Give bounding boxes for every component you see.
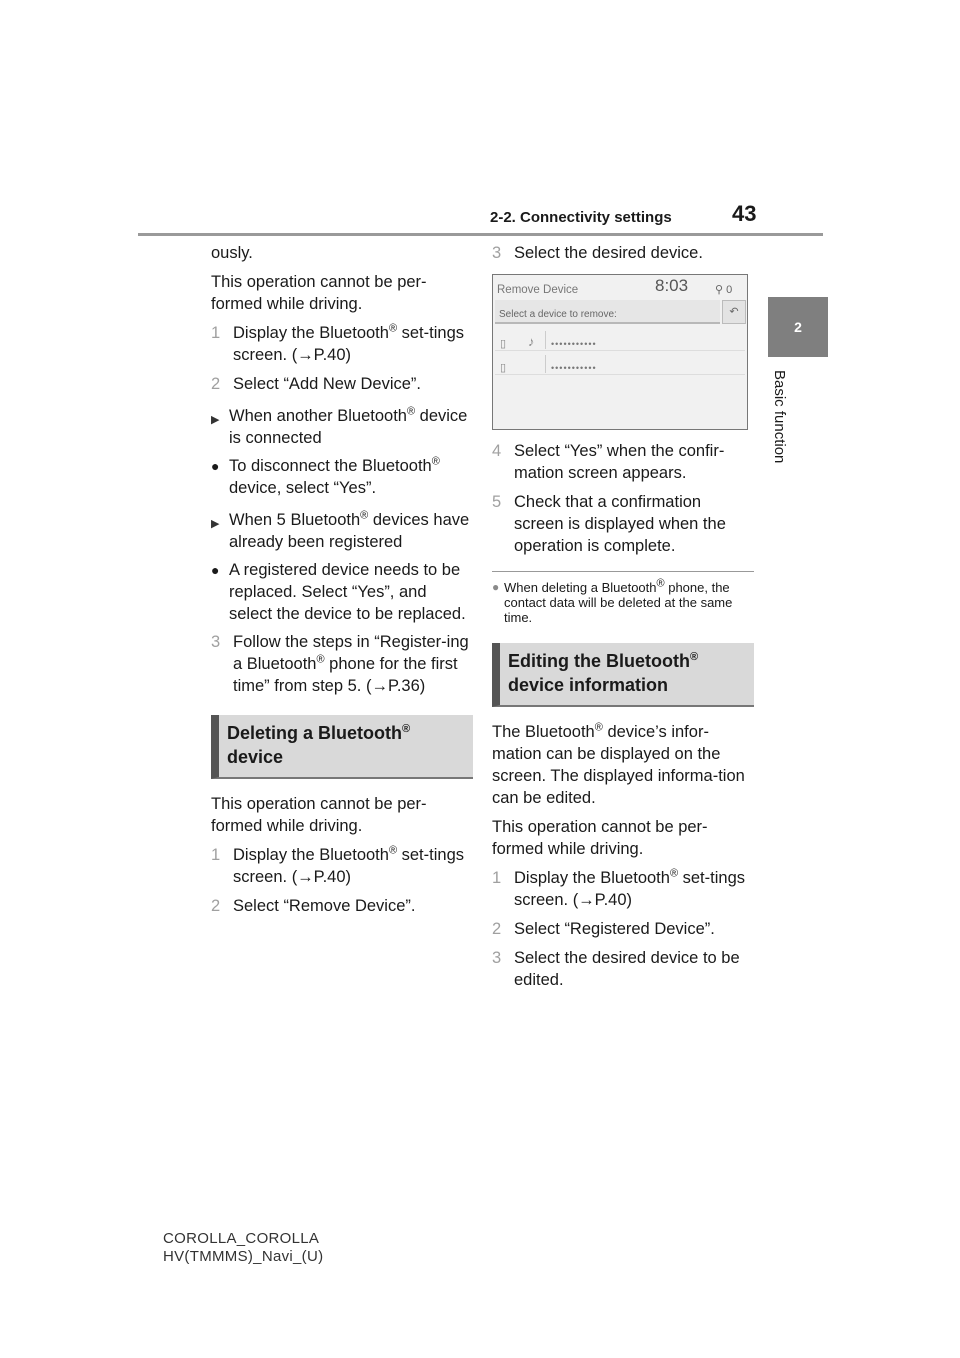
step-number: 1 [211, 324, 221, 342]
continued-text: ously. [211, 244, 253, 262]
triangle-icon: ▶ [211, 414, 220, 426]
bullet-text: To disconnect the Bluetooth® device, select “Yes”. [229, 455, 440, 497]
step-number: 1 [492, 869, 502, 887]
phone-icon: ▯ [500, 338, 507, 350]
step [492, 918, 754, 940]
remove-device-screenshot [492, 274, 748, 430]
screen-clock: 8:03 [655, 276, 689, 295]
bullet-text: A registered device needs to be replaced. Select “Yes”, and select the device to be replaced. [229, 561, 466, 623]
condition [211, 509, 473, 553]
step-number: 5 [492, 493, 502, 511]
bullet [211, 559, 473, 625]
step-text: Select the desired device to be edited. [514, 949, 740, 989]
screen-prompt: Select a device to remove: [499, 309, 617, 320]
step [211, 844, 473, 888]
header-rule [138, 233, 823, 236]
step [211, 895, 473, 917]
step [492, 947, 754, 991]
step-text: Select “Registered Device”. [514, 920, 715, 938]
condition-text: When 5 Bluetooth® devices have already been registered [229, 509, 470, 551]
phone-icon: ▯ [500, 362, 507, 374]
driving-note: This operation cannot be per-formed while driving. [211, 795, 427, 835]
step [211, 322, 473, 366]
step-text: Select the desired device. [514, 244, 703, 262]
note [492, 577, 754, 625]
chapter-side-label [768, 370, 790, 480]
footer-model-code [163, 1230, 323, 1266]
step-text: Display the Bluetooth® set-tings screen. (→P.40) [233, 844, 464, 886]
row-divider [545, 331, 546, 349]
device-name: ••••••••••• [551, 363, 597, 373]
step-text: Display the Bluetooth® set-tings screen. (→P.40) [233, 322, 464, 364]
step-number: 3 [211, 633, 221, 651]
step-text: Check that a confirmation screen is displayed when the operation is complete. [514, 493, 726, 555]
chapter-tab [768, 297, 828, 357]
step-text: Display the Bluetooth® set-tings screen. (→P.40) [514, 867, 745, 909]
step [211, 631, 473, 697]
page-number: 43 [732, 201, 757, 226]
step-number: 2 [211, 375, 221, 393]
bullet [211, 455, 473, 499]
right-column [492, 242, 754, 998]
device-row [495, 329, 745, 351]
step-number: 2 [492, 920, 502, 938]
step [492, 242, 754, 264]
bullet-icon: ● [211, 562, 220, 578]
chapter-tab-number: 2 [794, 319, 802, 335]
left-column [211, 242, 473, 924]
step [492, 440, 754, 484]
row-divider [545, 355, 546, 373]
step-number: 3 [492, 949, 502, 967]
step-number: 1 [211, 846, 221, 864]
condition [211, 405, 473, 449]
footer-line: HV(TMMMS)_Navi_(U) [163, 1248, 324, 1265]
triangle-icon: ▶ [211, 518, 220, 530]
step-text: Select “Yes” when the confir-mation screen appears. [514, 442, 725, 482]
screen-title: Remove Device [497, 284, 579, 296]
section-heading-editing: Editing the Bluetooth® device information [492, 643, 754, 707]
music-icon: ♪ [528, 334, 535, 349]
device-row [495, 353, 745, 375]
device-name: ••••••••••• [551, 339, 597, 349]
step [492, 491, 754, 557]
condition-text: When another Bluetooth® device is connected [229, 405, 468, 447]
step [211, 373, 473, 395]
driving-note: This operation cannot be per-formed while driving. [492, 818, 708, 858]
header-section-title: 2-2. Connectivity settings [490, 209, 672, 226]
step-number: 2 [211, 897, 221, 915]
step-number: 4 [492, 442, 502, 460]
step-text: Follow the steps in “Register-ing a Bluetooth® phone for the first time” from step 5. (→P.36) [233, 633, 469, 695]
note-divider [492, 571, 754, 572]
driving-note: This operation cannot be per-formed while driving. [211, 273, 427, 313]
step-text: Select “Remove Device”. [233, 897, 416, 915]
step-number: 3 [492, 244, 502, 262]
bullet-icon: ● [211, 458, 220, 474]
chapter-side-label-text: Basic function [771, 370, 788, 464]
screen-prompt-bar [495, 300, 720, 324]
note-text: When deleting a Bluetooth® phone, the contact data will be deleted at the same time. [504, 577, 733, 625]
back-icon: ↶ [722, 300, 746, 324]
note-bullet-icon: ● [492, 580, 500, 594]
step-text: Select “Add New Device”. [233, 375, 421, 393]
section-heading-deleting: Deleting a Bluetooth® device [211, 715, 473, 779]
footer-line: COROLLA_COROLLA [163, 1230, 320, 1247]
status-icons: ⚲ 0 [715, 284, 733, 296]
intro-text: The Bluetooth® device’s infor-mation can be displayed on the screen. The displayed informa-tion can be edited. [492, 721, 745, 807]
step [492, 867, 754, 911]
